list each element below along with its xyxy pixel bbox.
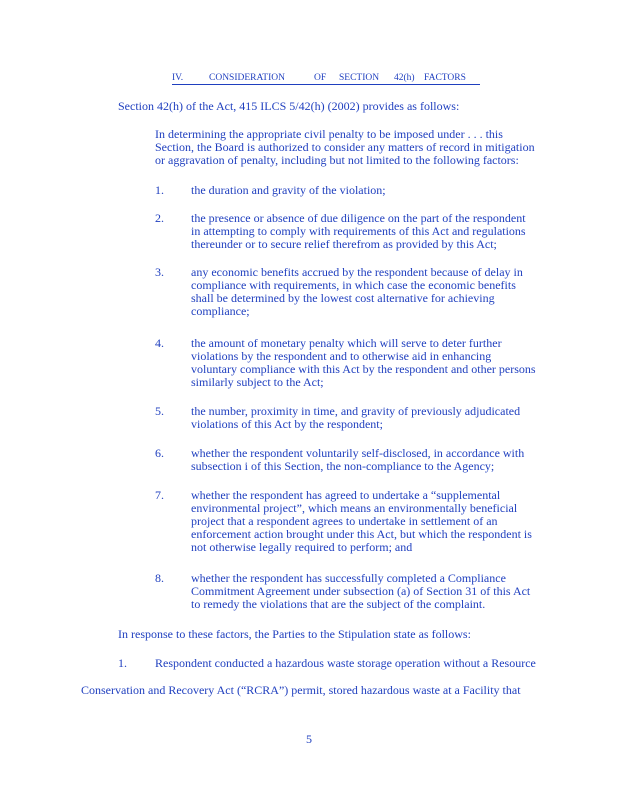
factor-text [191, 184, 386, 197]
factor-line: compliance; [191, 304, 250, 318]
factor-text [191, 212, 526, 251]
factor-text [191, 337, 536, 389]
factor-line: environmental project”, which means an environmentally beneficial [191, 501, 518, 515]
quoted-statute [155, 128, 535, 167]
factor-line: whether the respondent has successfully completed a Compliance [191, 571, 506, 585]
factor-line: similarly subject to the Act; [191, 375, 324, 389]
factor-line: Commitment Agreement under subsection (a) of Section 31 of this Act [191, 584, 531, 598]
section-heading [172, 73, 480, 85]
factor-number: 6. [155, 446, 164, 460]
factor-line: enforcement action brought under this Act, but which the respondent is [191, 527, 532, 541]
heading-word-section: SECTION [339, 73, 380, 83]
heading-word-42h: 42(h) [394, 73, 415, 83]
factor-text [191, 572, 530, 611]
factor-text [191, 266, 523, 318]
factor-line: the amount of monetary penalty which will serve to deter further [191, 336, 502, 350]
factor-text [191, 405, 520, 431]
quote-line: Section, the Board is authorized to consider any matters of record in mitigation [155, 140, 535, 154]
factor-number: 2. [155, 211, 164, 225]
paragraph-line: Conservation and Recovery Act (“RCRA”) permit, stored hazardous waste at a Facility that [81, 683, 521, 697]
heading-number: IV. [172, 73, 184, 83]
factor-line: the duration and gravity of the violation; [191, 183, 386, 197]
response-paragraph: In response to these factors, the Parties to the Stipulation state as follows: [118, 627, 471, 641]
heading-word-factors: FACTORS [424, 73, 466, 83]
factor-number: 5. [155, 404, 164, 418]
factor-line: violations by the respondent and to otherwise aid in enhancing [191, 349, 492, 363]
page-number: 5 [306, 732, 312, 746]
factor-number: 7. [155, 488, 164, 502]
factor-number: 3. [155, 265, 164, 279]
heading-word-of: OF [314, 73, 327, 83]
factor-line: the number, proximity in time, and gravity of previously adjudicated [191, 404, 521, 418]
quote-line: or aggravation of penalty, including but not limited to the following factors: [155, 153, 519, 167]
factor-line: the presence or absence of due diligence on the part of the respondent [191, 211, 526, 225]
factor-text [191, 489, 532, 554]
intro-paragraph: Section 42(h) of the Act, 415 ILCS 5/42(h) (2002) provides as follows: [118, 99, 460, 113]
factor-number: 1. [155, 183, 164, 197]
paragraph-number: 1. [118, 656, 127, 670]
factor-line: violations of this Act by the respondent; [191, 417, 383, 431]
factor-number: 8. [155, 571, 164, 585]
quote-line: In determining the appropriate civil penalty to be imposed under . . . this [155, 127, 503, 141]
paragraph-line: Respondent conducted a hazardous waste storage operation without a Resource [155, 656, 536, 670]
factor-line: thereunder or to secure relief therefrom as provided by this Act; [191, 237, 497, 251]
factor-line: voluntary compliance with this Act by the respondent and other persons [191, 362, 536, 376]
factor-line: to remedy the violations that are the subject of the complaint. [191, 597, 486, 611]
factor-line: in attempting to comply with requirements of this Act and regulations [191, 224, 526, 238]
factor-line: whether the respondent voluntarily self-disclosed, in accordance with [191, 446, 525, 460]
factor-line: whether the respondent has agreed to undertake a “supplemental [191, 488, 501, 502]
factor-line: any economic benefits accrued by the respondent because of delay in [191, 265, 523, 279]
factor-line: subsection i of this Section, the non-compliance to the Agency; [191, 459, 495, 473]
factor-line: compliance with requirements, in which case the economic benefits [191, 278, 516, 292]
factor-text [191, 447, 524, 473]
factor-line: project that a respondent agrees to undertake in settlement of an [191, 514, 498, 528]
factor-number: 4. [155, 336, 164, 350]
factor-line: not otherwise legally required to perform; and [191, 540, 413, 554]
factor-line: shall be determined by the lowest cost alternative for achieving [191, 291, 495, 305]
heading-word-consideration: CONSIDERATION [209, 73, 285, 83]
